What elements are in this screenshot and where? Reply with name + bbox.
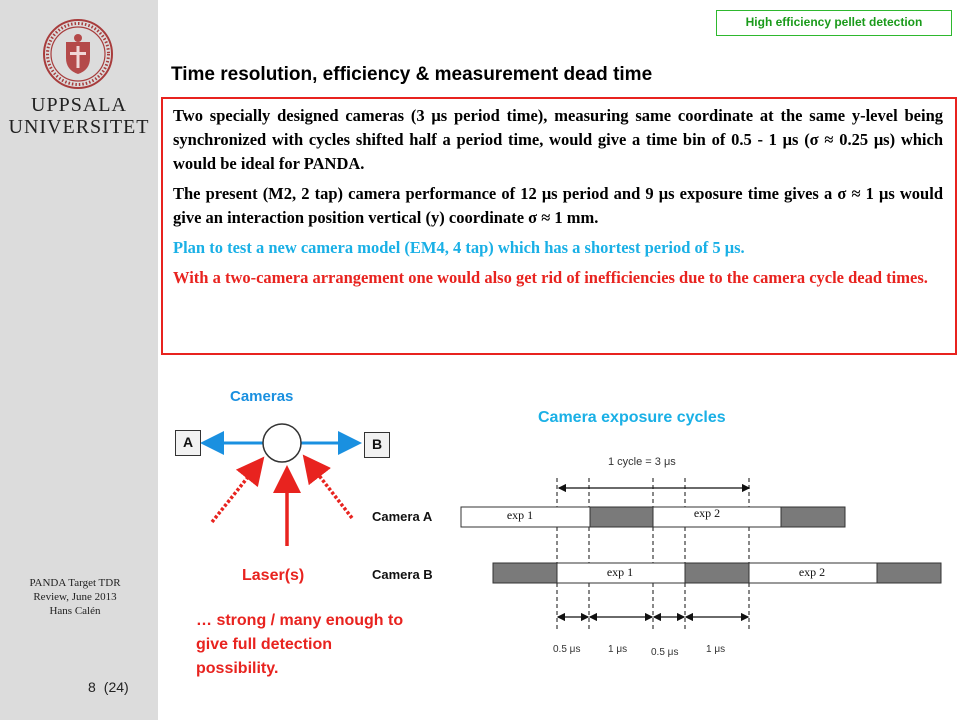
- interval-label-4: 1 μs: [706, 644, 726, 655]
- footer-line-date: Review, June 2013: [33, 591, 117, 603]
- camera-a-dead-time-1: [590, 507, 653, 527]
- laser-arrow-left: [212, 462, 260, 522]
- topic-badge: High efficiency pellet detection: [716, 10, 952, 36]
- university-name-line2: UNIVERSITET: [8, 116, 150, 138]
- camera-a-exp1-label: exp 1: [506, 508, 534, 522]
- camera-a-row-label: Camera A: [372, 509, 433, 524]
- paragraph-current-camera: The present (M2, 2 tap) camera performance of 12 μs period and 9 μs exposure time gives a σ ≈ 1 μs would give an interaction position vertical (y) coordinate σ ≈ 1 mm.: [173, 184, 943, 227]
- interval-label-2: 1 μs: [608, 644, 628, 655]
- paragraph-dual-camera: Two specially designed cameras (3 μs period time), measuring same coordinate at the same y-level being synchronized with cycles shifted half a period time, would give a time bin of 0.5 - 1 μs (σ ≈ 0.25 μs) which would be ideal for PANDA.: [173, 106, 943, 173]
- sidebar: [0, 0, 158, 720]
- paragraph-plan: Plan to test a new camera model (EM4, 4 tap) which has a shortest period of 5 μs.: [173, 238, 745, 257]
- camera-b-dead-time-2: [685, 563, 749, 583]
- camera-b-exp2-label: exp 2: [798, 565, 826, 579]
- interval-label-3: 0.5 μs: [651, 647, 679, 658]
- laser-arrow-right: [307, 460, 352, 518]
- footer-credits: [0, 576, 150, 618]
- laser-note: … strong / many enough to give full detection possibility.: [196, 612, 404, 677]
- university-name-line1: UPPSALA: [31, 94, 127, 116]
- page-current: 8: [88, 679, 96, 695]
- camera-b-box: B: [364, 432, 390, 458]
- camera-a-dead-time-2: [781, 507, 845, 527]
- paragraph-dead-time: With a two-camera arrangement one would also get rid of inefficiencies due to the camera cycle dead times.: [173, 268, 928, 287]
- interval-label-1: 0.5 μs: [553, 644, 581, 655]
- footer-line-author: Hans Calén: [49, 605, 101, 617]
- slide-title: Time resolution, efficiency & measurement dead time: [171, 64, 653, 85]
- footer-line-event: PANDA Target TDR: [29, 577, 121, 589]
- page-number: [88, 679, 137, 695]
- timing-title: Camera exposure cycles: [538, 409, 726, 426]
- page-total: (24): [103, 679, 129, 695]
- cycle-label: 1 cycle = 3 μs: [608, 456, 676, 468]
- laser-label: Laser(s): [242, 567, 305, 584]
- cameras-label: Cameras: [230, 388, 294, 405]
- camera-a-box: A: [175, 430, 201, 456]
- camera-b-row-label: Camera B: [372, 567, 433, 582]
- camera-b-dead-time-1: [493, 563, 557, 583]
- timing-diagram: [455, 470, 950, 660]
- content-box: [161, 97, 957, 355]
- pellet-circle: [263, 424, 301, 462]
- camera-a-exp2-label: exp 2: [693, 506, 721, 520]
- university-seal-icon: [42, 18, 114, 90]
- camera-b-dead-time-3: [877, 563, 941, 583]
- camera-b-exp1-label: exp 1: [606, 565, 634, 579]
